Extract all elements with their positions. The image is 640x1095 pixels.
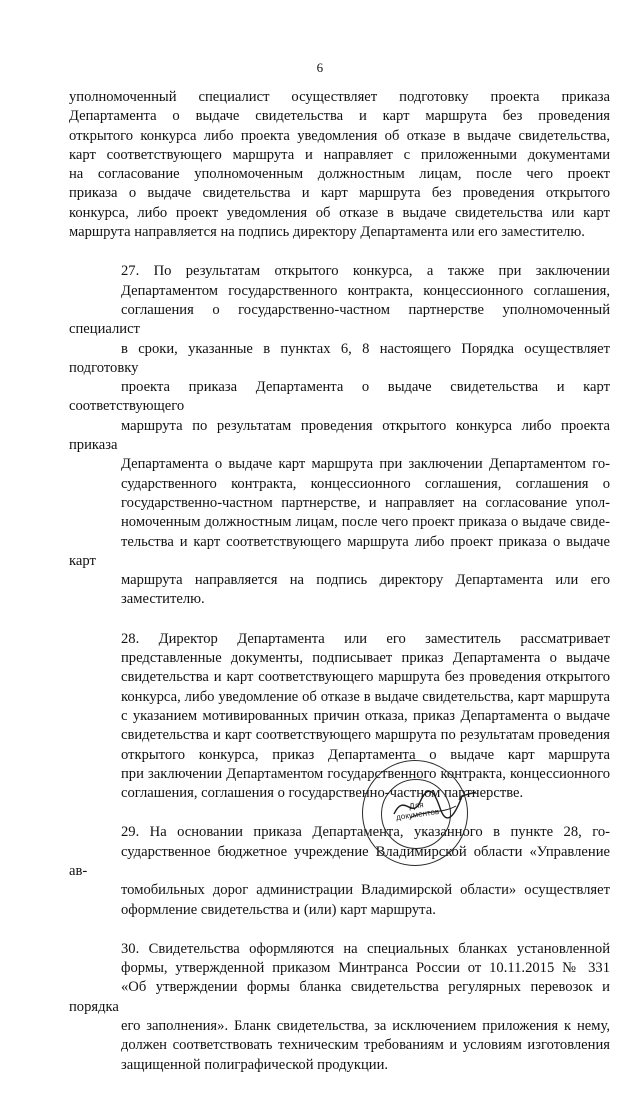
text-line: маршрута направляется на подпись директору Департамента или его заместителю. [69, 224, 585, 241]
text-line: открытого конкурса либо проекта уведомления об отказе в выдаче свидетельства, [69, 127, 610, 144]
text-line: конкурса, либо проект уведомления об отказе в выдаче свидетельства или карт [69, 204, 610, 221]
text-line: оформление свидетельства и (или) карт маршрута. [121, 901, 436, 918]
text-line: 27. По результатам открытого конкурса, а также при заключении [121, 263, 610, 280]
page-number: 6 [316, 60, 324, 75]
text-line: проекта приказа Департамента о выдаче свидетельства и карт соответствующего [69, 379, 610, 415]
text-line: Департаментом государственного контракта, концессионного соглашения, [121, 282, 610, 299]
text-line: с указанием мотивированных причин отказа, приказ Департамента о выдаче [121, 707, 610, 724]
text-line: сударственное бюджетное учреждение Владимирской области «Управление ав- [69, 843, 610, 879]
text-line: открытого конкурса, приказ Департамента о выдаче карт маршрута [121, 746, 610, 763]
paragraph-p26-continued [69, 88, 610, 242]
text-line: карт соответствующего маршрута и направляет с приложенными документами [69, 146, 610, 163]
text-line: соглашения, соглашения о государственно-частном партнерстве. [121, 785, 524, 802]
text-line: представленные документы, подписывает приказ Департамента о выдаче [121, 650, 610, 667]
text-line: томобильных дорог администрации Владимирской области» осуществляет [121, 882, 610, 899]
paragraph-p28 [69, 630, 610, 804]
text-line: конкурса, либо уведомление об отказе в выдаче свидетельства, карт маршрута [121, 688, 610, 705]
text-line: 29. На основании приказа Департамента, указанного в пункте 28, го- [121, 824, 610, 841]
text-line: на согласование уполномоченным должностным лицам, после чего проект [69, 166, 610, 183]
text-line: должен соответствовать техническим требованиям и условиям изготовления [121, 1037, 610, 1054]
text-line: 28. Директор Департамента или его заместитель рассматривает [121, 630, 610, 647]
paragraph-p30 [69, 940, 610, 1075]
text-line: свидетельства и карт соответствующего маршрута по результатам проведения [121, 727, 610, 744]
text-line: маршрута по результатам проведения открытого конкурса либо проекта приказа [69, 417, 610, 454]
paragraph-p29 [69, 823, 610, 919]
handwritten-signature [390, 784, 480, 824]
text-line: свидетельства и карт соответствующего маршрута без проведения открытого [121, 669, 610, 686]
text-line: его заполнения». Бланк свидетельства, за исключением приложения к нему, [121, 1018, 610, 1035]
text-line: номоченным должностным лицам, после чего проект приказа о выдаче свиде- [121, 514, 610, 531]
text-line: Департамента о выдаче свидетельства и карт маршрута без проведения [69, 108, 610, 125]
text-line: формы, утвержденной приказом Минтранса России от 10.11.2015 № 331 [121, 960, 610, 977]
paragraph-p27 [69, 262, 610, 609]
text-line: государственно-частном партнерстве, и направляет на согласование упол- [121, 494, 610, 511]
text-line: при заключении Департаментом государственного контракта, концессионного [121, 765, 610, 782]
text-line: приказа о выдаче свидетельства и карт маршрута без проведения открытого [69, 185, 610, 202]
text-line: уполномоченный специалист осуществляет подготовку проекта приказа [69, 89, 610, 105]
text-line: маршрута направляется на подпись директору Департамента или его [121, 572, 610, 589]
text-line: в сроки, указанные в пунктах 6, 8 настоящего Порядка осуществляет подготовку [69, 340, 610, 376]
text-line: «Об утверждении формы бланка свидетельства регулярных перевозок и порядка [69, 979, 610, 1015]
text-line: заместителю. [121, 591, 205, 608]
document-body [69, 88, 610, 1095]
text-line: Департамента о выдаче карт маршрута при заключении Департаментом го- [121, 456, 610, 473]
text-line: тельства и карт соответствующего маршрута либо проект приказа о выдаче карт [69, 533, 610, 569]
text-line: сударственного контракта, концессионного соглашения, соглашения о [121, 475, 610, 492]
text-line: 30. Свидетельства оформляются на специальных бланках установленной [121, 940, 610, 957]
text-line: защищенной полиграфической продукции. [121, 1056, 389, 1073]
stamp-center-text: Для документов [395, 800, 440, 822]
text-line: соглашения о государственно-частном партнерстве уполномоченный специалист [69, 301, 610, 338]
